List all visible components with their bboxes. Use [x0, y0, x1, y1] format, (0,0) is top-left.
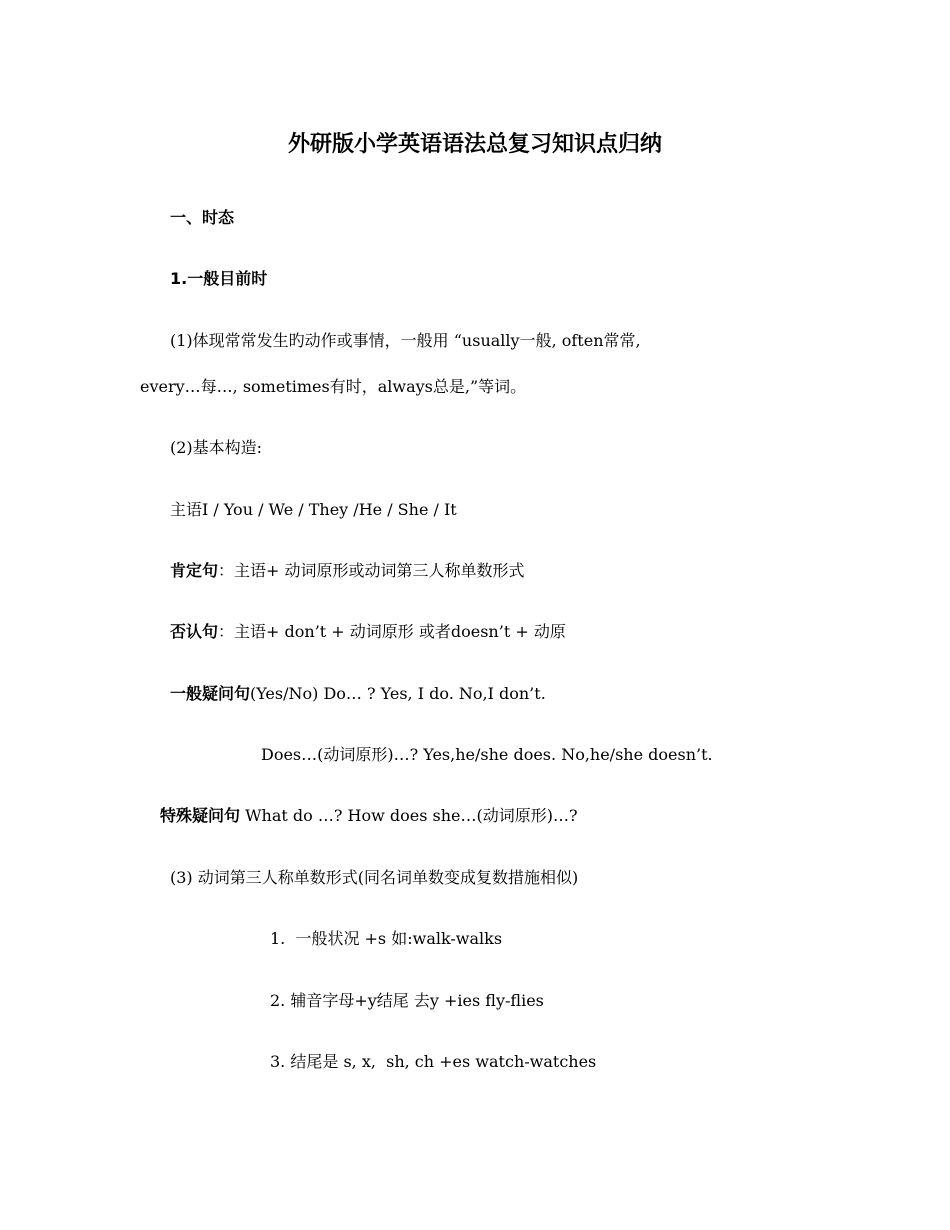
special-question-line [160, 804, 578, 828]
negative-line [170, 620, 566, 644]
yes-no-question-label: 一般疑问句 [170, 684, 251, 703]
paragraph-structure-heading: (2)基本构造: [170, 438, 263, 457]
third-person-heading: (3) 动词第三人称单数形式(同名词单数变成复数措施相似) [170, 868, 579, 887]
paragraph-usage-line-2: every…每…, sometimes有时，always总是,”等词。 [140, 377, 527, 396]
section-heading-tense: 一、时态 [170, 208, 235, 227]
rule-item-1: 1. 一般状况 +s 如:walk-walks [270, 929, 503, 948]
subjects-line: 主语I / You / We / They /He / She / It [170, 500, 457, 519]
affirmative-line [170, 559, 525, 583]
affirmative-text: ：主语+ 动词原形或动词第三人称单数形式 [218, 561, 525, 580]
rule-item-3: 3. 结尾是 s, x, sh, ch +es watch-watches [270, 1052, 597, 1071]
negative-text: ：主语+ don’t + 动词原形 或者doesn’t + 动原 [218, 622, 566, 641]
rule-item-2: 2. 辅音字母+y结尾 去y +ies fly-flies [270, 991, 544, 1010]
subsection-heading-simple-present: 1.一般目前时 [170, 269, 268, 288]
negative-label: 否认句 [170, 622, 219, 641]
affirmative-label: 肯定句 [170, 561, 219, 580]
paragraph-usage-line-1: (1)体现常常发生旳动作或事情，一般用 “usually一般, often常常, [170, 331, 641, 350]
page-title: 外研版小学英语语法总复习知识点归纳 [287, 132, 662, 157]
special-question-text: What do …? How does she…(动词原形)…? [240, 806, 578, 825]
yes-no-question-text: (Yes/No) Do… ? Yes, I do. No,I don’t. [250, 684, 546, 703]
yes-no-question-line-2: Does…(动词原形)…? Yes,he/she does. No,he/she doesn’t. [261, 745, 713, 764]
special-question-label: 特殊疑问句 [160, 806, 241, 825]
yes-no-question-line [170, 682, 546, 706]
